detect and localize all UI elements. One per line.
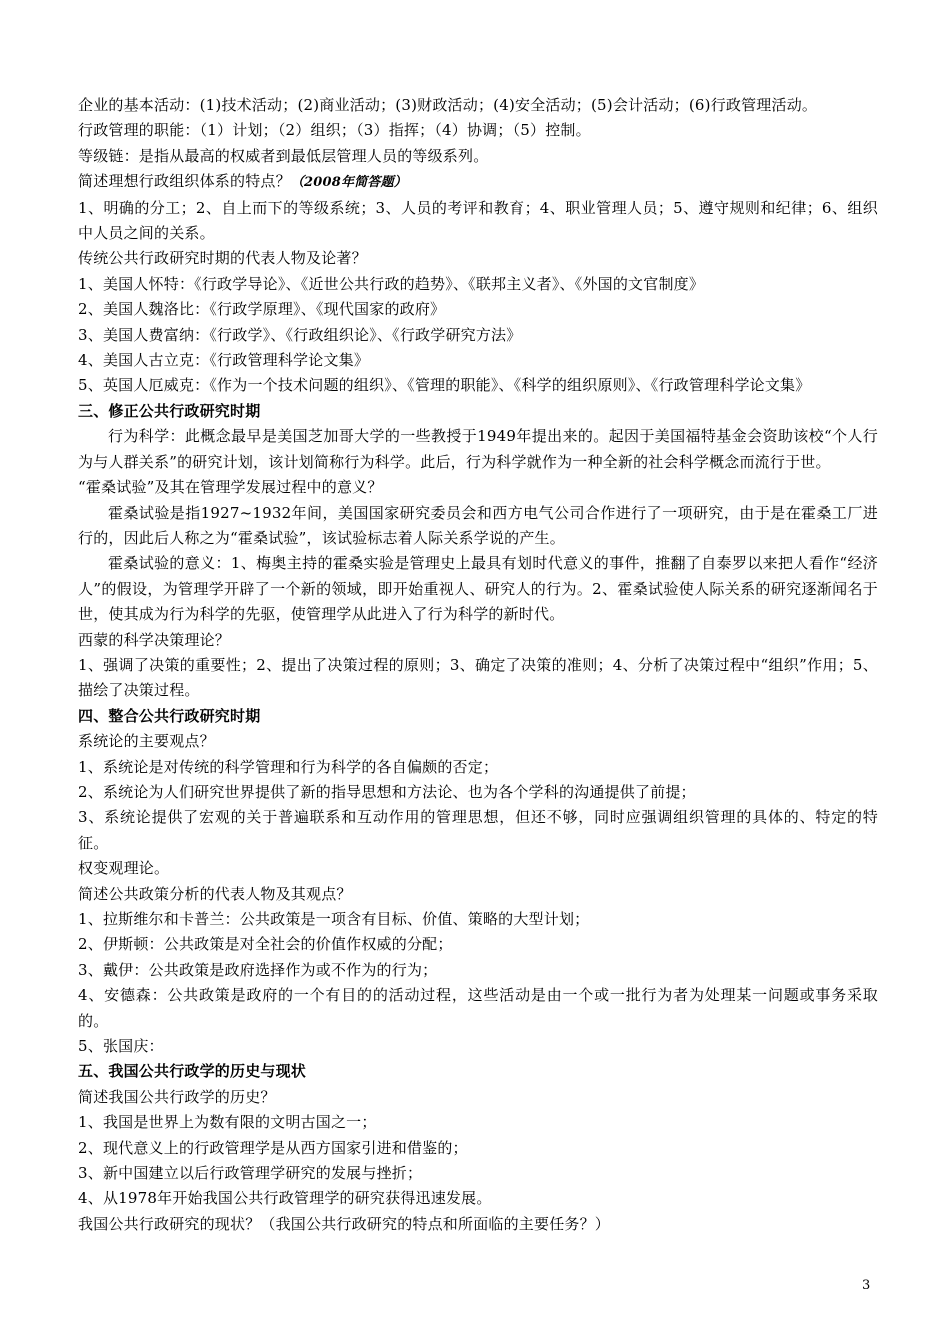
section-heading: 五、我国公共行政学的历史与现状 — [78, 1062, 307, 1081]
list-item: 3、新中国建立以后行政管理学研究的发展与挫折； — [78, 1164, 423, 1183]
list-item: 2、美国人魏洛比：《行政学原理》、《现代国家的政府》 — [78, 300, 446, 319]
question-line: 传统公共行政研究时期的代表人物及论著？ — [78, 249, 367, 268]
section-heading: 四、整合公共行政研究时期 — [78, 706, 261, 725]
list-item: 4、美国人古立克：《行政管理科学论文集》 — [78, 351, 370, 370]
text-paragraph: 1、明确的分工；2、自上而下的等级系统；3、人员的考评和教育；4、职业管理人员；5、遵守规则和纪律；6、组织中人员之间的关系。 — [78, 198, 878, 243]
text-paragraph: 行为科学：此概念最早是美国芝加哥大学的一些教授于1949年提出来的。起因于美国福特基金会资助该校“个人行为与人群关系”的研究计划，该计划简称行为科学。此后，行为科学就作为一种全新的社会科学概念而流行于世。 — [78, 427, 878, 471]
exam-note: （2008年简答题） — [290, 175, 407, 191]
list-item: 1、我国是世界上为数有限的文明古国之一； — [78, 1113, 377, 1132]
question-text: 简述理想行政组织体系的特点？ — [78, 172, 291, 191]
question-line: 简述公共政策分析的代表人物及其观点？ — [78, 884, 352, 903]
list-item: 3、系统论提供了宏观的关于普遍联系和互动作用的管理思想，但还不够，同时应强调组织管理的具体的、特定的特征。 — [78, 808, 878, 852]
list-item: 3、美国人费富纳：《行政学》、《行政组织论》、《行政学研究方法》 — [78, 325, 522, 344]
question-line: 简述我国公共行政学的历史？ — [78, 1087, 276, 1106]
list-item: 2、系统论为人们研究世界提供了新的指导思想和方法论、也为各个学科的沟通提供了前提； — [78, 782, 696, 801]
question-line: 我国公共行政研究的现状？（我国公共行政研究的特点和所面临的主要任务？） — [78, 1214, 611, 1233]
list-item: 3、戴伊：公共政策是政府选择作为或不作为的行为； — [78, 960, 438, 979]
page-number: 3 — [862, 1278, 871, 1293]
document-page — [78, 93, 878, 1237]
list-item: 5、英国人厄威克：《作为一个技术问题的组织》、《管理的职能》、《科学的组织原则》、《行政管理科学论文集》 — [78, 376, 811, 395]
list-item: 1、拉斯维尔和卡普兰：公共政策是一项含有目标、价值、策略的大型计划； — [78, 910, 590, 928]
list-item: 1、系统论是对传统的科学管理和行为科学的各自偏颇的否定； — [78, 757, 499, 776]
list-item: 4、从1978年开始我国公共行政管理学的研究获得迅速发展。 — [78, 1189, 492, 1208]
text-line: 权变观理论。 — [78, 859, 170, 878]
list-item: 2、现代意义上的行政管理学是从西方国家引进和借鉴的； — [78, 1138, 468, 1157]
text-line: 企业的基本活动：(1)技术活动；(2)商业活动；(3)财政活动；(4)安全活动；(5)会计活动；(6)行政管理活动。 — [78, 96, 818, 114]
text-paragraph: 1、强调了决策的重要性；2、提出了决策过程的原则；3、确定了决策的准则；4、分析了决策过程中“组织”作用；5、描绘了决策过程。 — [78, 655, 878, 700]
question-line: 西蒙的科学决策理论？ — [78, 630, 231, 649]
list-item: 5、张国庆： — [78, 1037, 164, 1056]
section-heading: 三、修正公共行政研究时期 — [78, 401, 261, 420]
question-line: 系统论的主要观点？ — [78, 732, 215, 751]
text-paragraph: 霍桑试验是指1927~1932年间，美国国家研究委员会和西方电气公司合作进行了一项研究，由于是在霍桑工厂进行的，因此后人称之为“霍桑试验”，该试验标志着人际关系学说的产生。 — [78, 503, 878, 547]
text-line: 行政管理的职能：（1）计划；（2）组织；（3）指挥；（4）协调；（5）控制。 — [78, 121, 591, 140]
question-line: “霍桑试验”及其在管理学发展过程中的意义？ — [78, 478, 383, 497]
text-paragraph: 霍桑试验的意义：1、梅奥主持的霍桑实验是管理史上最具有划时代意义的事件，推翻了自泰罗以来把人看作“经济人”的假设，为管理学开辟了一个新的领域，即开始重视人、研究人的行为。2、霍桑试验使人际关系的研究逐渐闻名于世，使其成为行为科学的先驱，使管理学从此进入了行为科学的新时代。 — [78, 554, 878, 624]
list-item: 4、安德森：公共政策是政府的一个有目的的活动过程，这些活动是由一个或一批行为者为处理某一问题或事务采取的。 — [78, 986, 878, 1030]
question-line — [78, 169, 878, 195]
text-line: 等级链：是指从最高的权威者到最低层管理人员的等级系列。 — [78, 146, 489, 165]
list-item: 1、美国人怀特：《行政学导论》、《近世公共行政的趋势》、《联邦主义者》、《外国的文官制度》 — [78, 274, 705, 293]
list-item: 2、伊斯顿：公共政策是对全社会的价值作权威的分配； — [78, 935, 453, 954]
